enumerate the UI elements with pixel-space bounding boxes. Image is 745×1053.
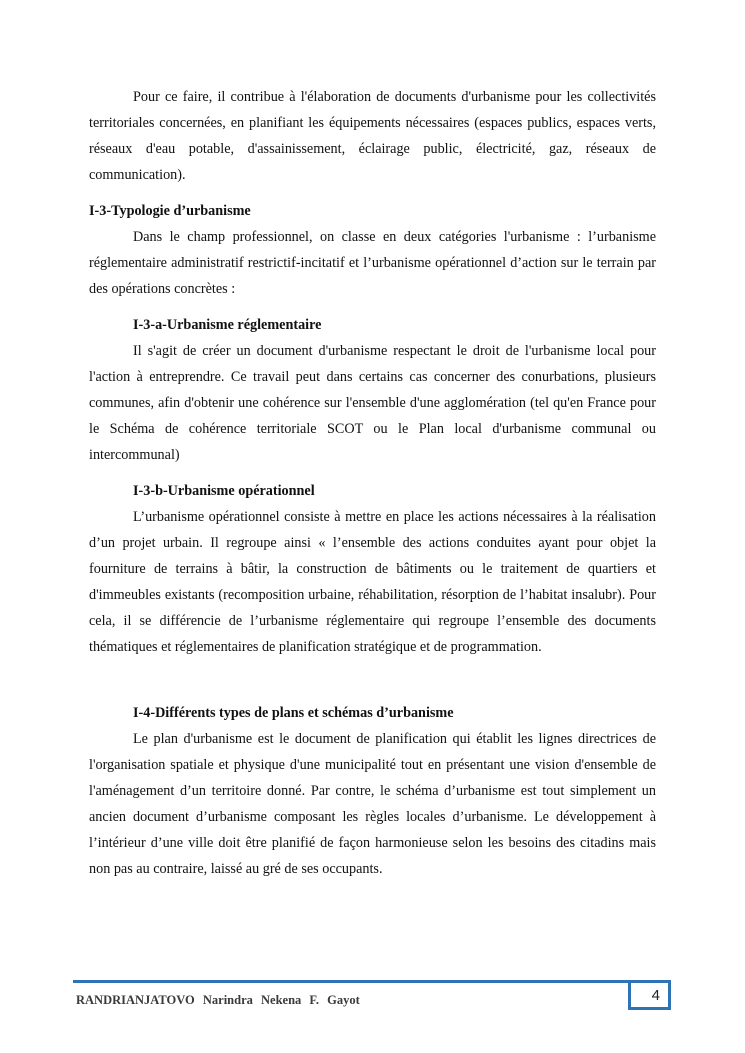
footer-divider <box>73 980 629 983</box>
section-heading-i3b: I-3-b-Urbanisme opérationnel <box>133 483 315 499</box>
spacer <box>89 660 656 700</box>
document-body <box>89 84 656 882</box>
page-number: 4 <box>651 987 660 1004</box>
section-heading-i4: I-4-Différents types de plans et schémas d’urbanisme <box>133 705 454 721</box>
section-paragraph-i3b: L’urbanisme opérationnel consiste à mettre en place les actions nécessaires à la réalisation d’un projet urbain. Il regroupe ainsi « l’ensemble des actions conduites ayant pour objet la fourniture de terrains à bâtir, la construction de bâtiments ou le traitement de quartiers et d'immeubles existants (recomposition urbaine, réhabilitation, résorption de l’habitat insalubr). Pour cela, il se différencie de l’urbanisme réglementaire qui regroupe l’ensemble des documents thématiques et réglementaires de planification stratégique et de programmation. <box>89 509 656 655</box>
section-paragraph-i3: Dans le champ professionnel, on classe en deux catégories l'urbanisme : l’urbanisme réglementaire administratif restrictif-incitatif et l’urbanisme opérationnel d’action sur le terrain par des opérations concrètes : <box>89 229 656 297</box>
section-heading-i3: I-3-Typologie d’urbanisme <box>89 203 251 219</box>
spacer <box>89 468 656 478</box>
spacer <box>89 188 656 198</box>
page-number-box <box>628 980 671 1010</box>
section-paragraph-i4: Le plan d'urbanisme est le document de planification qui établit les lignes directrices de l'organisation spatiale et physique d'une municipalité tout en présentant une vision d'ensemble de l'aménagement d’un territoire donné. Par contre, le schéma d’urbanisme est tout simplement un ancien document d’urbanisme composant les règles locales d’urbanisme. Le développement à l’intérieur d’une ville doit être planifié de façon harmonieuse selon les besoins des citadins mais non pas au contraire, laissé au gré de ses occupants. <box>89 731 656 877</box>
spacer <box>89 302 656 312</box>
section-heading-i3a: I-3-a-Urbanisme réglementaire <box>133 317 322 333</box>
section-paragraph-i3a: Il s'agit de créer un document d'urbanisme respectant le droit de l'urbanisme local pour l'action à entreprendre. Ce travail peut dans certains cas concerner des conurbations, plusieurs communes, afin d'obtenir une cohérence sur l'ensemble d'une agglomération (tel qu'en France pour le Schéma de cohérence territoriale SCOT ou le Plan local d'urbanisme communal ou intercommunal) <box>89 343 656 463</box>
intro-paragraph: Pour ce faire, il contribue à l'élaboration de documents d'urbanisme pour les collectivités territoriales concernées, en planifiant les équipements nécessaires (espaces publics, espaces verts, réseaux d'eau potable, d'assainissement, éclairage public, électricité, gaz, réseaux de communication). <box>89 89 656 183</box>
footer-author: RANDRIANJATOVO Narindra Nekena F. Gayot <box>76 993 360 1007</box>
